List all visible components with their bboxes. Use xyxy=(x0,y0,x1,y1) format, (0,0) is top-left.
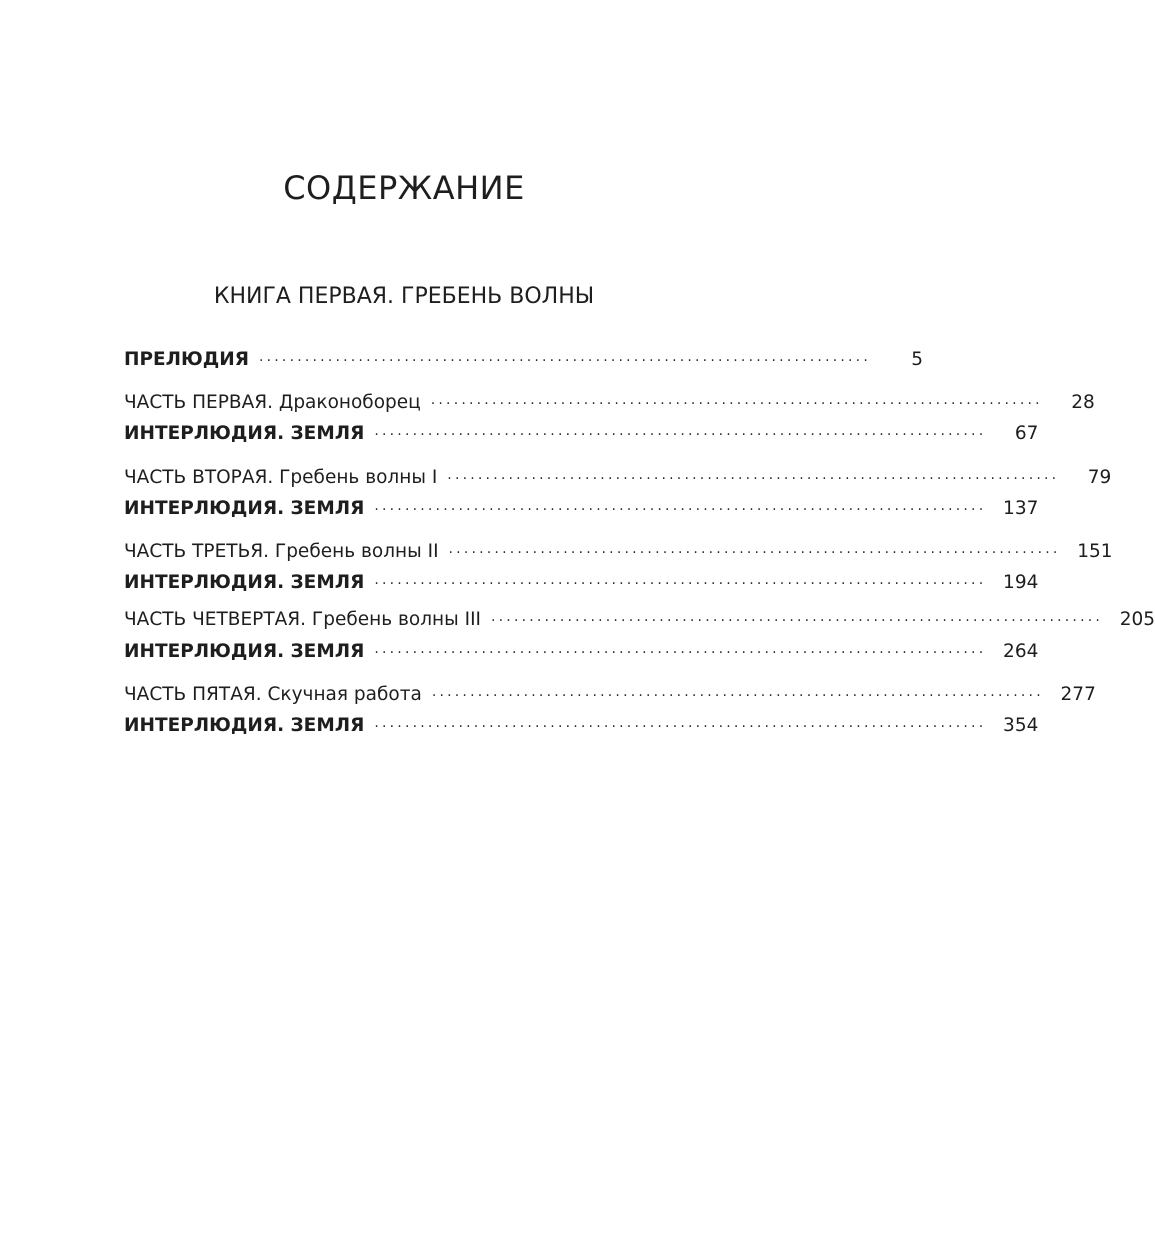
toc-dot-leader: ················································································ xyxy=(374,502,987,518)
toc-dot-leader: ················································································ xyxy=(491,613,1104,629)
toc-entry-title: ИНТЕРЛЮДИЯ. ЗЕМЛЯ xyxy=(124,498,365,519)
toc-entry-label xyxy=(124,639,364,665)
toc-entry[interactable] xyxy=(124,347,923,373)
toc-page-number: 137 xyxy=(1003,498,1039,519)
toc-entry-label xyxy=(124,539,439,565)
toc-page-number: 277 xyxy=(1060,684,1096,705)
toc-entry-label xyxy=(124,390,421,416)
toc-entry[interactable] xyxy=(124,465,1112,491)
toc-dot-leader: ················································································ xyxy=(374,576,987,592)
toc-entry-label xyxy=(124,421,364,447)
toc-dot-leader: ················································································ xyxy=(374,645,987,661)
toc-entry-subtitle: Гребень волны III xyxy=(311,609,481,630)
toc-entry-title: ПРЕЛЮДИЯ xyxy=(124,349,249,370)
toc-entry-label xyxy=(124,713,364,739)
toc-entry-title: ИНТЕРЛЮДИЯ. ЗЕМЛЯ xyxy=(124,715,365,736)
toc-entry-label xyxy=(124,347,249,373)
page-title: СОДЕРЖАНИЕ xyxy=(283,169,525,207)
toc-entry-label xyxy=(124,465,437,491)
toc-entry-title: ИНТЕРЛЮДИЯ. ЗЕМЛЯ xyxy=(124,641,365,662)
toc-page-number: 194 xyxy=(1003,572,1039,593)
toc-dot-leader: ················································································ xyxy=(448,545,1061,561)
toc-page-number: 151 xyxy=(1077,541,1113,562)
toc-entry-subtitle: Драконоборец xyxy=(278,392,421,413)
toc-page-number: 205 xyxy=(1119,609,1155,630)
toc-page-number: 264 xyxy=(1003,641,1039,662)
toc-page-number: 5 xyxy=(911,349,923,370)
toc-entry-title: ЧАСТЬ ЧЕТВЕРТАЯ. xyxy=(124,609,307,630)
toc-dot-leader: ················································································ xyxy=(374,719,987,735)
toc-entry[interactable] xyxy=(124,421,1039,447)
toc-page-number: 79 xyxy=(1087,467,1112,488)
toc-entry-label xyxy=(124,570,364,596)
toc-entry-title: ЧАСТЬ ТРЕТЬЯ. xyxy=(124,541,270,562)
toc-entry-subtitle: Гребень волны I xyxy=(279,467,438,488)
toc-entry-label xyxy=(124,496,364,522)
toc-dot-leader: ················································································ xyxy=(431,688,1044,704)
toc-entry[interactable] xyxy=(124,570,1039,596)
toc-entry-title: ИНТЕРЛЮДИЯ. ЗЕМЛЯ xyxy=(124,572,365,593)
toc-dot-leader: ················································································ xyxy=(374,427,987,443)
toc-dot-leader: ················································································ xyxy=(447,471,1060,487)
toc-entry[interactable] xyxy=(124,713,1039,739)
toc-entry[interactable] xyxy=(124,390,1095,416)
toc-page-number: 354 xyxy=(1003,715,1039,736)
toc-entry[interactable] xyxy=(124,607,1155,633)
toc-dot-leader: ················································································ xyxy=(430,396,1043,412)
toc-entry-title: ЧАСТЬ ПЕРВАЯ. xyxy=(124,392,273,413)
toc-entry-label xyxy=(124,682,422,708)
toc-page-number: 28 xyxy=(1071,392,1095,413)
toc-entry-title: ЧАСТЬ ВТОРАЯ. xyxy=(124,467,274,488)
toc-entry-subtitle: Гребень волны II xyxy=(274,541,439,562)
book-title: КНИГА ПЕРВАЯ. ГРЕБЕНЬ ВОЛНЫ xyxy=(213,284,595,309)
toc-page-number: 67 xyxy=(1014,423,1039,444)
toc-entry-subtitle: Скучная работа xyxy=(267,684,422,705)
toc-entry-title: ИНТЕРЛЮДИЯ. ЗЕМЛЯ xyxy=(124,423,365,444)
toc-entry[interactable] xyxy=(124,539,1113,565)
toc-entry[interactable] xyxy=(124,496,1039,522)
toc-entry[interactable] xyxy=(124,682,1096,708)
toc-entry-title: ЧАСТЬ ПЯТАЯ. xyxy=(124,684,262,705)
toc-entry-label xyxy=(124,607,481,633)
toc-dot-leader: ················································································ xyxy=(258,353,871,369)
toc-entry[interactable] xyxy=(124,639,1039,665)
